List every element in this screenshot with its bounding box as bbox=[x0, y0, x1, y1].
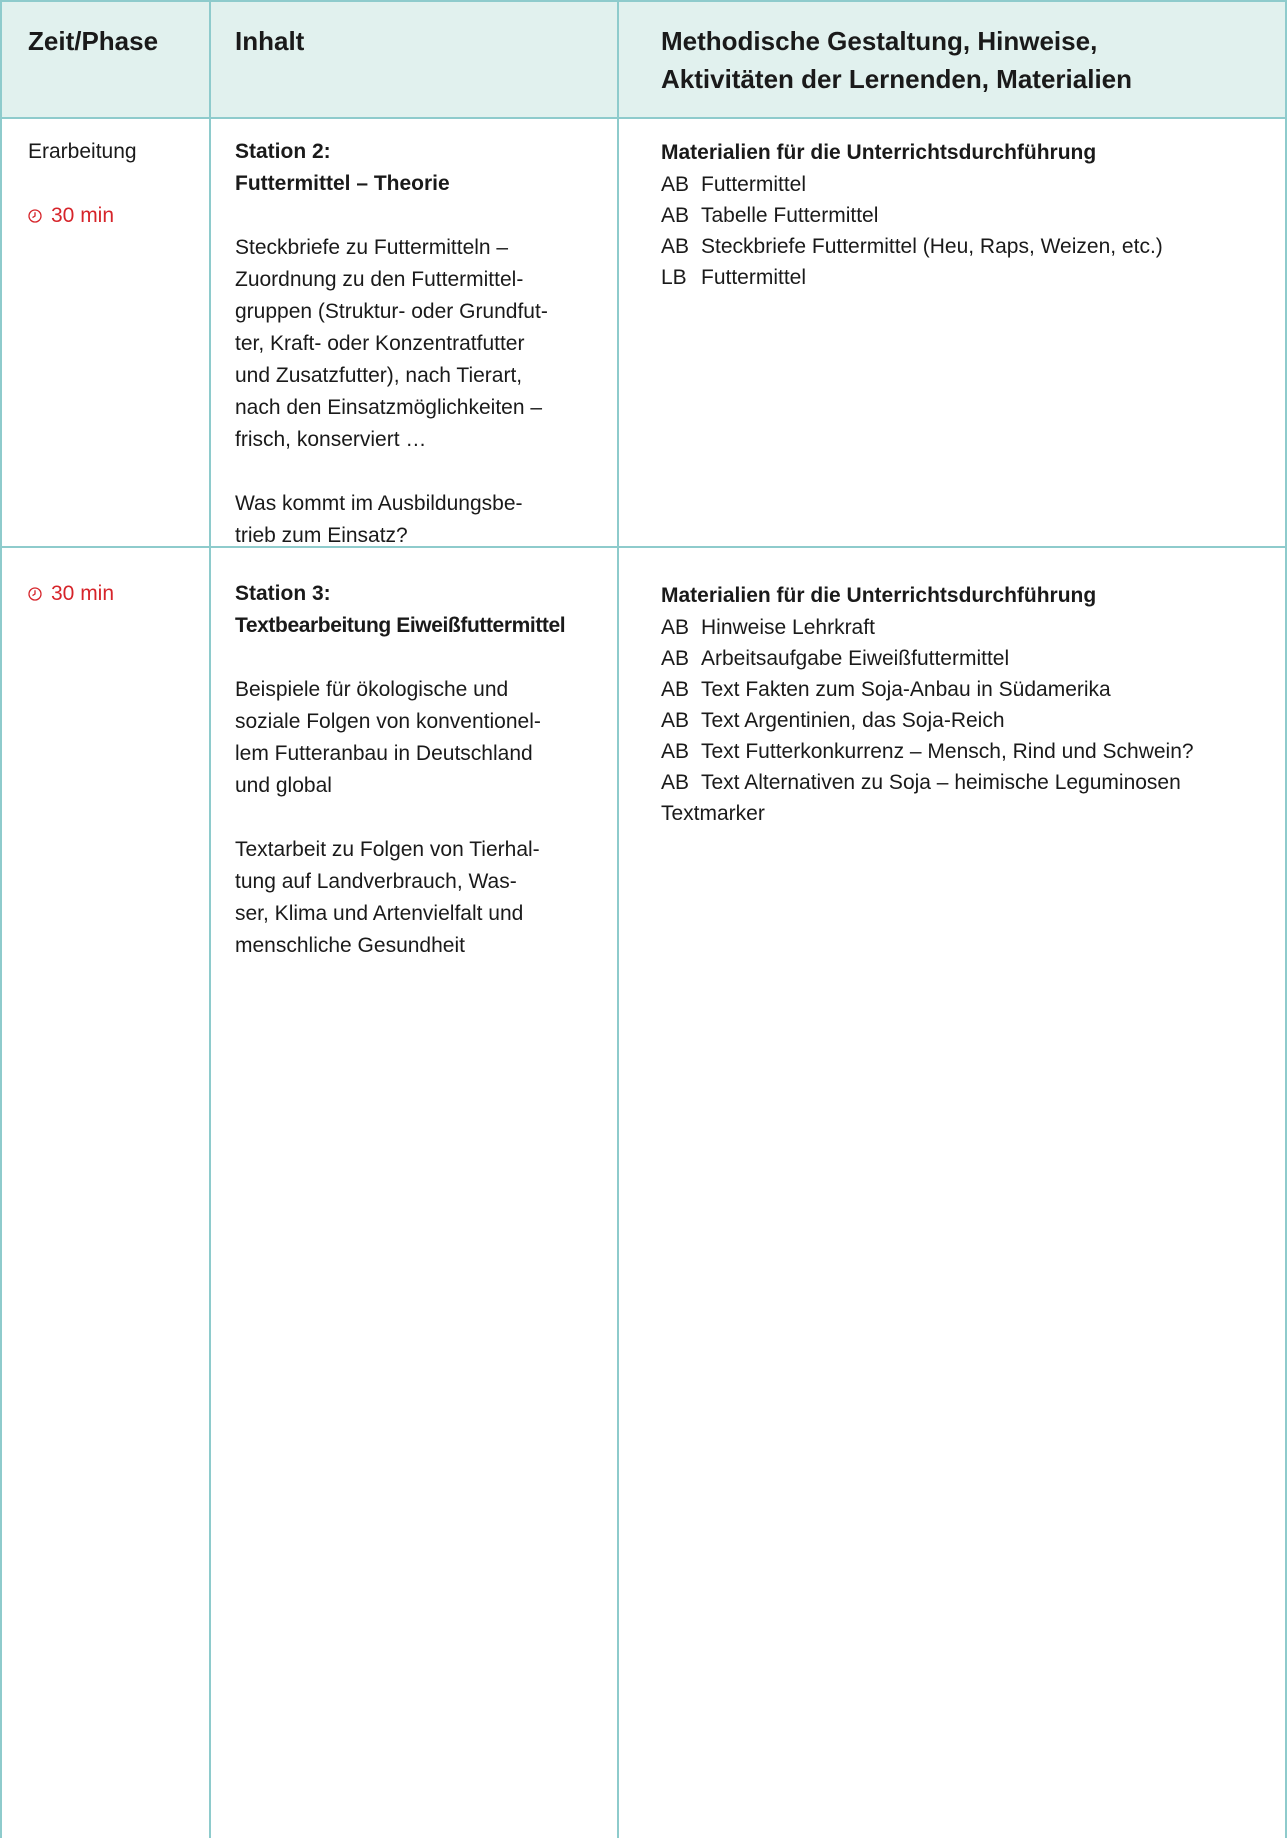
material-code: AB bbox=[661, 204, 690, 227]
grid-line bbox=[0, 0, 2, 1838]
station-subtitle: Futtermittel – Theorie bbox=[235, 172, 450, 195]
clock-icon bbox=[28, 209, 42, 223]
materials-list bbox=[661, 612, 1271, 798]
material-item bbox=[661, 767, 1271, 798]
content-paragraph bbox=[235, 834, 610, 962]
material-code: AB bbox=[661, 616, 690, 639]
material-text: Hinweise Lehrkraft bbox=[701, 616, 875, 639]
phase-label: Erarbeitung bbox=[28, 140, 137, 163]
content-paragraph bbox=[235, 674, 610, 802]
content-line: tung auf Landverbrauch, Was- bbox=[235, 870, 517, 893]
material-item bbox=[661, 736, 1271, 767]
material-text: Text Fakten zum Soja-Anbau in Südamerika bbox=[701, 678, 1111, 701]
material-text: Steckbriefe Futtermittel (Heu, Raps, Weizen, etc.) bbox=[701, 235, 1163, 258]
content-line: ser, Klima und Artenvielfalt und bbox=[235, 902, 524, 925]
content-line: ter, Kraft- oder Konzentratfutter bbox=[235, 332, 525, 355]
grid-line bbox=[0, 546, 1287, 548]
material-code: AB bbox=[661, 647, 690, 670]
row-1-phase-cell bbox=[28, 136, 203, 232]
content-line: Steckbriefe zu Futtermitteln – bbox=[235, 236, 509, 259]
station-subtitle: Textbearbeitung Eiweißfuttermittel bbox=[235, 614, 566, 637]
time-value: 30 min bbox=[51, 204, 115, 227]
time-badge bbox=[28, 578, 203, 610]
header-inhalt: Inhalt bbox=[235, 26, 305, 56]
grid-line bbox=[0, 0, 1287, 2]
material-text: Futtermittel bbox=[701, 173, 807, 196]
material-code: AB bbox=[661, 771, 690, 794]
grid-line bbox=[617, 0, 619, 1838]
content-line: frisch, konserviert … bbox=[235, 428, 427, 451]
content-line: menschliche Gesundheit bbox=[235, 934, 465, 957]
material-text: Futtermittel bbox=[701, 266, 807, 289]
material-text: Tabelle Futtermittel bbox=[701, 204, 879, 227]
material-item bbox=[661, 612, 1271, 643]
clock-icon bbox=[28, 587, 42, 601]
content-line: soziale Folgen von konventionel- bbox=[235, 710, 541, 733]
materials-extra: Textmarker bbox=[661, 802, 765, 825]
row-1-materials-cell bbox=[661, 137, 1271, 293]
content-line: Zuordnung zu den Futtermittel- bbox=[235, 268, 524, 291]
row-2-phase-cell bbox=[28, 578, 203, 610]
material-item bbox=[661, 169, 1271, 200]
material-code: AB bbox=[661, 678, 690, 701]
content-line: Was kommt im Ausbildungsbe- bbox=[235, 492, 523, 515]
content-line: lem Futteranbau in Deutschland bbox=[235, 742, 533, 765]
header-methodik-line1: Methodische Gestaltung, Hinweise, bbox=[661, 26, 1098, 56]
grid-line bbox=[0, 117, 1287, 119]
station-title: Station 2: bbox=[235, 140, 331, 163]
content-line: gruppen (Struktur- oder Grundfut- bbox=[235, 300, 548, 323]
grid-line bbox=[209, 0, 211, 1838]
content-line: Beispiele für ökologische und bbox=[235, 678, 509, 701]
row-1-content-cell bbox=[235, 136, 610, 552]
content-line: und Zusatzfutter), nach Tierart, bbox=[235, 364, 523, 387]
time-value: 30 min bbox=[51, 582, 115, 605]
station-title: Station 3: bbox=[235, 582, 331, 605]
materials-list bbox=[661, 169, 1271, 293]
material-item bbox=[661, 200, 1271, 231]
material-code: LB bbox=[661, 266, 687, 289]
material-code: AB bbox=[661, 740, 690, 763]
material-item bbox=[661, 231, 1271, 262]
content-line: Textarbeit zu Folgen von Tierhal- bbox=[235, 838, 540, 861]
material-text: Text Futterkonkurrenz – Mensch, Rind und Schwein? bbox=[701, 740, 1194, 763]
content-line: nach den Einsatzmöglichkeiten – bbox=[235, 396, 543, 419]
material-code: AB bbox=[661, 709, 690, 732]
materials-heading: Materialien für die Unterrichtsdurchführung bbox=[661, 584, 1097, 607]
content-line: und global bbox=[235, 774, 332, 797]
time-badge bbox=[28, 200, 203, 232]
material-text: Text Alternativen zu Soja – heimische Leguminosen bbox=[701, 771, 1181, 794]
material-item bbox=[661, 643, 1271, 674]
content-paragraph bbox=[235, 232, 610, 456]
material-text: Text Argentinien, das Soja-Reich bbox=[701, 709, 1005, 732]
material-item bbox=[661, 262, 1271, 293]
material-code: AB bbox=[661, 235, 690, 258]
material-text: Arbeitsaufgabe Eiweißfuttermittel bbox=[701, 647, 1010, 670]
header-methodik bbox=[661, 22, 1271, 98]
material-item bbox=[661, 674, 1271, 705]
row-2-content-cell bbox=[235, 578, 610, 962]
header-methodik-line2: Aktivitäten der Lernenden, Materialien bbox=[661, 64, 1133, 94]
content-paragraph bbox=[235, 488, 610, 552]
content-line: trieb zum Einsatz? bbox=[235, 524, 408, 547]
material-code: AB bbox=[661, 173, 690, 196]
materials-heading: Materialien für die Unterrichtsdurchführung bbox=[661, 141, 1097, 164]
row-2-materials-cell bbox=[661, 580, 1271, 829]
header-zeit-phase: Zeit/Phase bbox=[28, 26, 159, 56]
material-item bbox=[661, 705, 1271, 736]
